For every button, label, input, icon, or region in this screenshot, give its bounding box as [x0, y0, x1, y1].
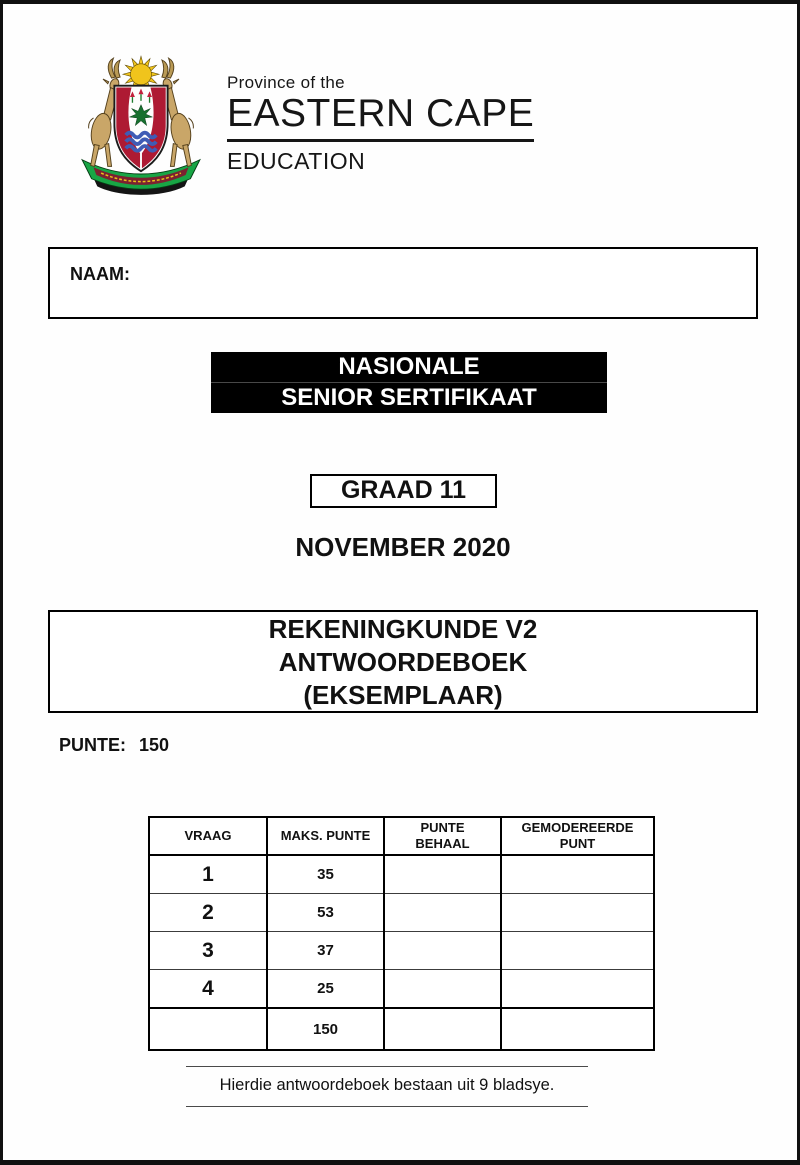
- footer-note-box: [186, 1066, 588, 1107]
- table-row-q4: [149, 970, 654, 1009]
- header-punte-behaal: PUNTE BEHAAL: [384, 817, 501, 855]
- session-title: NOVEMBER 2020: [295, 532, 511, 562]
- name-label: NAAM:: [70, 264, 130, 284]
- footer-note: Hierdie antwoordeboek bestaan uit 9 bladsye.: [219, 1076, 555, 1094]
- subject-line-1: REKENINGKUNDE V2: [268, 614, 538, 644]
- table-row-total: [149, 1008, 654, 1050]
- table-row-q3: [149, 932, 654, 970]
- punte-behaal-cell[interactable]: [384, 970, 501, 1009]
- vraag-number: 3: [149, 932, 267, 970]
- table-row-q2: [149, 894, 654, 932]
- marks-label: PUNTE:: [59, 735, 126, 755]
- punte-behaal-cell[interactable]: [384, 855, 501, 894]
- logo-province-text: Province of the: [227, 73, 345, 92]
- logo-text: [227, 54, 534, 175]
- grade-label: GRAAD 11: [340, 476, 467, 504]
- punte-behaal-cell[interactable]: [384, 894, 501, 932]
- marks-value: 150: [139, 735, 170, 755]
- gemodereerde-punt-cell[interactable]: [501, 855, 654, 894]
- gemodereerde-punt-cell[interactable]: [501, 970, 654, 1009]
- provincial-logo: [65, 54, 534, 199]
- punte-behaal-cell[interactable]: [384, 1008, 501, 1050]
- shield-icon: [114, 86, 167, 171]
- maks-punte-value: 37: [267, 932, 384, 970]
- gemodereerde-punt-cell[interactable]: [501, 1008, 654, 1050]
- subject-box: [48, 610, 758, 713]
- gemodereerde-punt-cell[interactable]: [501, 894, 654, 932]
- vraag-number: [149, 1008, 267, 1050]
- vraag-number: 2: [149, 894, 267, 932]
- gemodereerde-punt-cell[interactable]: [501, 932, 654, 970]
- subject-line-2: ANTWOORDEBOEK: [278, 647, 528, 677]
- maks-punte-total: 150: [267, 1008, 384, 1050]
- header-gemodereerde-punt: GEMODEREERDE PUNT: [501, 817, 654, 855]
- name-input-box[interactable]: [48, 247, 758, 319]
- nsc-banner-line2: SENIOR SERTIFIKAAT: [211, 382, 607, 413]
- maks-punte-value: 53: [267, 894, 384, 932]
- marks-table: [148, 816, 655, 1051]
- nsc-banner: [211, 352, 607, 413]
- total-marks-line: [59, 735, 169, 756]
- logo-education-text: EDUCATION: [227, 147, 366, 174]
- vraag-number: 1: [149, 855, 267, 894]
- punte-behaal-cell[interactable]: [384, 932, 501, 970]
- subject-line-3: (EKSEMPLAAR): [303, 680, 503, 710]
- logo-region-text: EASTERN CAPE: [227, 94, 534, 142]
- header-vraag: VRAAG: [149, 817, 267, 855]
- header-maks-punte: MAKS. PUNTE: [267, 817, 384, 855]
- grade-box: [310, 474, 497, 508]
- vraag-number: 4: [149, 970, 267, 1009]
- eastern-cape-coat-of-arms-icon: [65, 54, 217, 199]
- maks-punte-value: 25: [267, 970, 384, 1009]
- marks-table-header-row: [149, 817, 654, 855]
- nsc-banner-line1: NASIONALE: [338, 353, 480, 380]
- maks-punte-value: 35: [267, 855, 384, 894]
- table-row-q1: [149, 855, 654, 894]
